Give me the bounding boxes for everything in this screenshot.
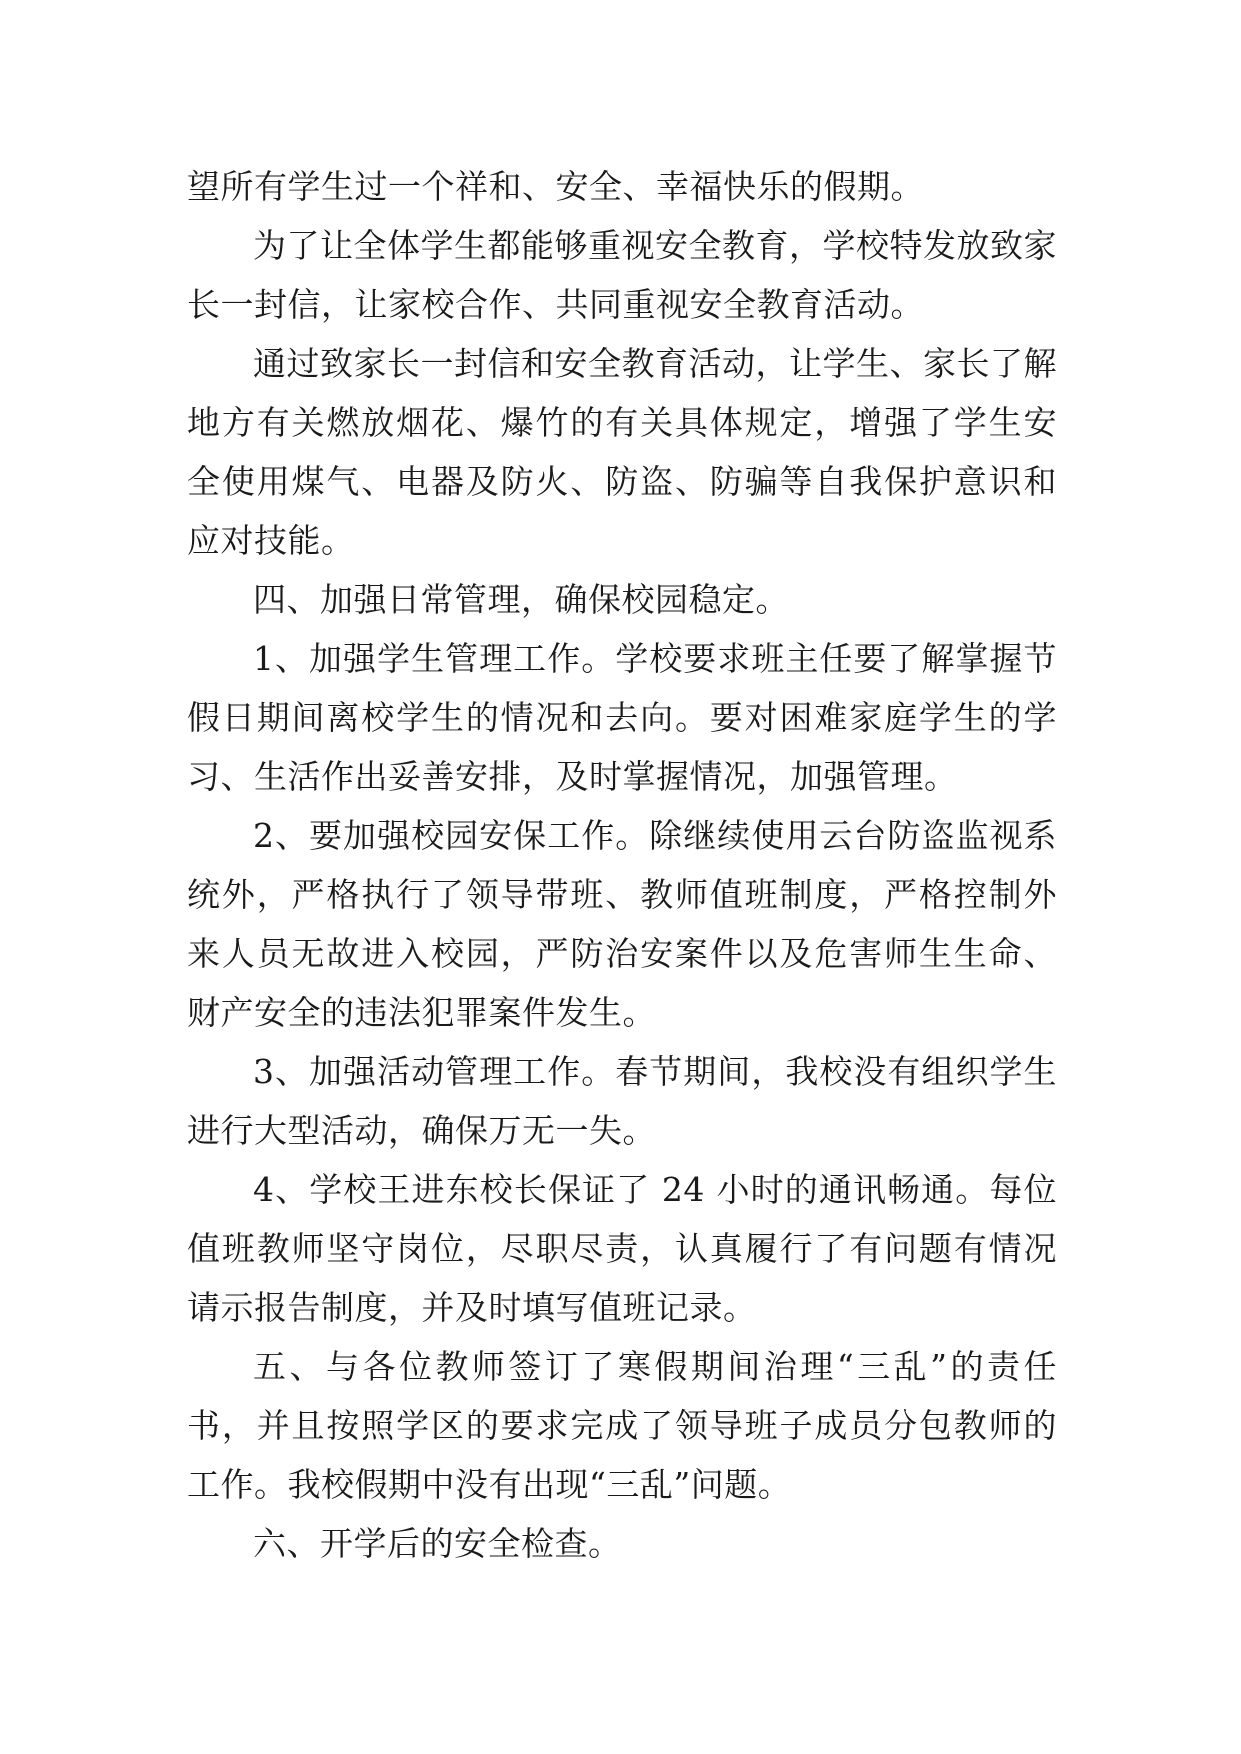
section-heading-responsibility-letter: 五、与各位教师签订了寒假期间治理“三乱”的责任书，并且按照学区的要求完成了领导班子成员分包教师的工作。我校假期中没有出现“三乱”问题。	[187, 1347, 1057, 1504]
section-heading-safety-inspection: 六、开学后的安全检查。	[253, 1524, 622, 1563]
paragraph-parent-letter: 为了让全体学生都能够重视安全教育，学校特发放致家长一封信，让家校合作、共同重视安全教育活动。	[187, 226, 1057, 324]
document-body	[187, 157, 1057, 1573]
paragraph-campus-security: 2、要加强校园安保工作。除继续使用云台防盗监视系统外，严格执行了领导带班、教师值班制度，严格控制外来人员无故进入校园，严防治安案件以及危害师生生命、财产安全的违法犯罪案件发生。	[187, 816, 1057, 1032]
paragraph-activity-management: 3、加强活动管理工作。春节期间，我校没有组织学生进行大型活动，确保万无一失。	[187, 1052, 1057, 1150]
paragraph-holiday-wish: 望所有学生过一个祥和、安全、幸福快乐的假期。	[187, 167, 924, 206]
section-heading-daily-management: 四、加强日常管理，确保校园稳定。	[253, 580, 789, 619]
paragraph-student-management: 1、加强学生管理工作。学校要求班主任要了解掌握节假日期间离校学生的情况和去向。要对困难家庭学生的学习、生活作出妥善安排，及时掌握情况，加强管理。	[187, 639, 1057, 796]
paragraph-safety-education: 通过致家长一封信和安全教育活动，让学生、家长了解地方有关燃放烟花、爆竹的有关具体规定，增强了学生安全使用煤气、电器及防火、防盗、防骗等自我保护意识和应对技能。	[187, 344, 1057, 560]
paragraph-duty-communication: 4、学校王进东校长保证了 24 小时的通讯畅通。每位值班教师坚守岗位，尽职尽责，认真履行了有问题有情况请示报告制度，并及时填写值班记录。	[187, 1170, 1057, 1327]
